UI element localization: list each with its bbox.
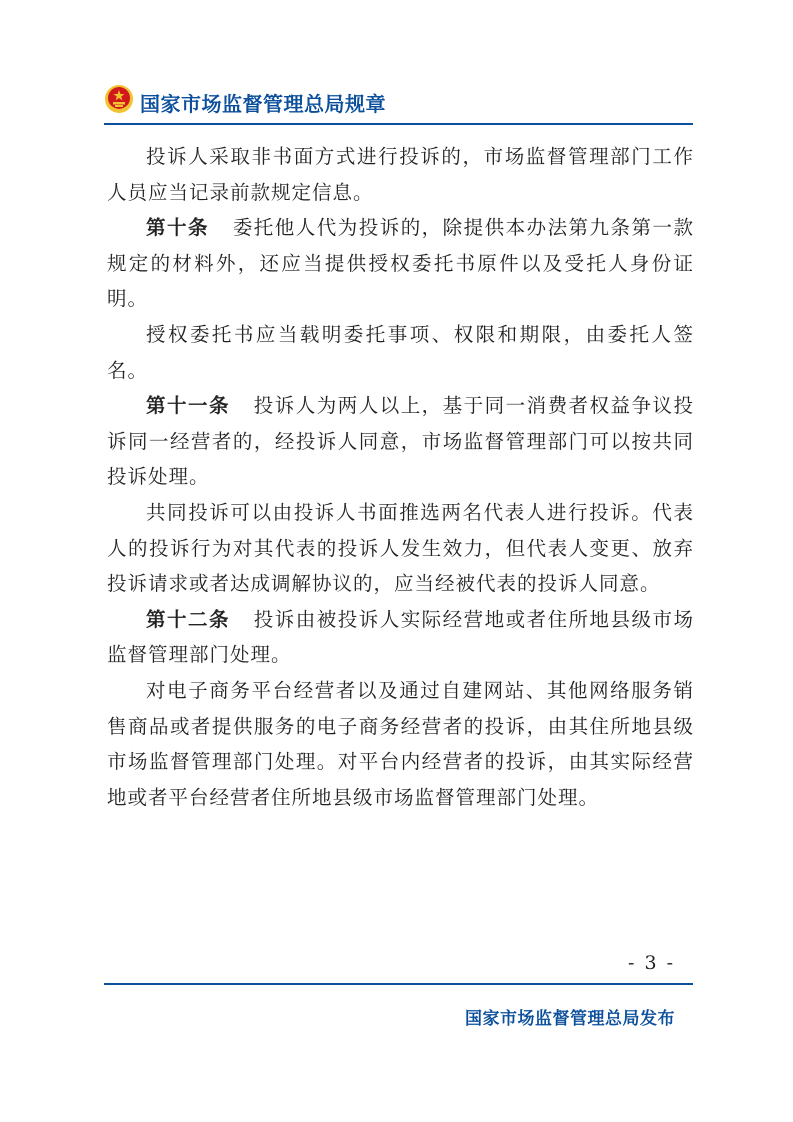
paragraph-text: 投诉人采取非书面方式进行投诉的，市场监督管理部门工作人员应当记录前款规定信息。 [107, 145, 694, 204]
paragraph [107, 495, 694, 602]
article-heading: 第十一条 [146, 394, 230, 418]
footer-publisher: 国家市场监督管理总局发布 [465, 1009, 675, 1029]
paragraph-text: 授权委托书应当载明委托事项、权限和期限，由委托人签名。 [107, 322, 694, 382]
header-divider [104, 123, 693, 125]
paragraph [107, 673, 694, 815]
article-paragraph [107, 602, 694, 673]
article-heading: 第十二条 [146, 607, 230, 631]
paragraph [107, 317, 694, 388]
paragraph-text: 共同投诉可以由投诉人书面推选两名代表人进行投诉。代表人的投诉行为对其代表的投诉人发生效力，但代表人变更、放弃投诉请求或者达成调解协议的，应当经被代表的投诉人同意。 [107, 500, 694, 596]
article-paragraph [107, 388, 694, 495]
document-header [104, 78, 693, 122]
page-number: - 3 - [627, 952, 675, 974]
article-heading: 第十条 [146, 216, 209, 240]
document-body [107, 139, 694, 815]
paragraph [107, 139, 694, 210]
paragraph-text: 投诉由被投诉人实际经营地或者住所地县级市场监督管理部门处理。 [107, 607, 694, 667]
footer-divider [104, 983, 693, 985]
paragraph-text: 委托他人代为投诉的，除提供本办法第九条第一款规定的材料外，还应当提供授权委托书原件以及受托人身份证明。 [107, 216, 694, 311]
paragraph-text: 投诉人为两人以上，基于同一消费者权益争议投诉同一经营者的，经投诉人同意，市场监督管理部门可以按共同投诉处理。 [107, 394, 694, 489]
article-paragraph [107, 210, 694, 317]
header-title: 国家市场监督管理总局规章 [140, 92, 386, 116]
national-emblem-icon [104, 84, 134, 114]
paragraph-text: 对电子商务平台经营者以及通过自建网站、其他网络服务销售商品或者提供服务的电子商务经营者的投诉，由其住所地县级市场监督管理部门处理。对平台内经营者的投诉，由其实际经营地或者平台经营者住所地县级市场监督管理部门处理。 [107, 678, 694, 809]
